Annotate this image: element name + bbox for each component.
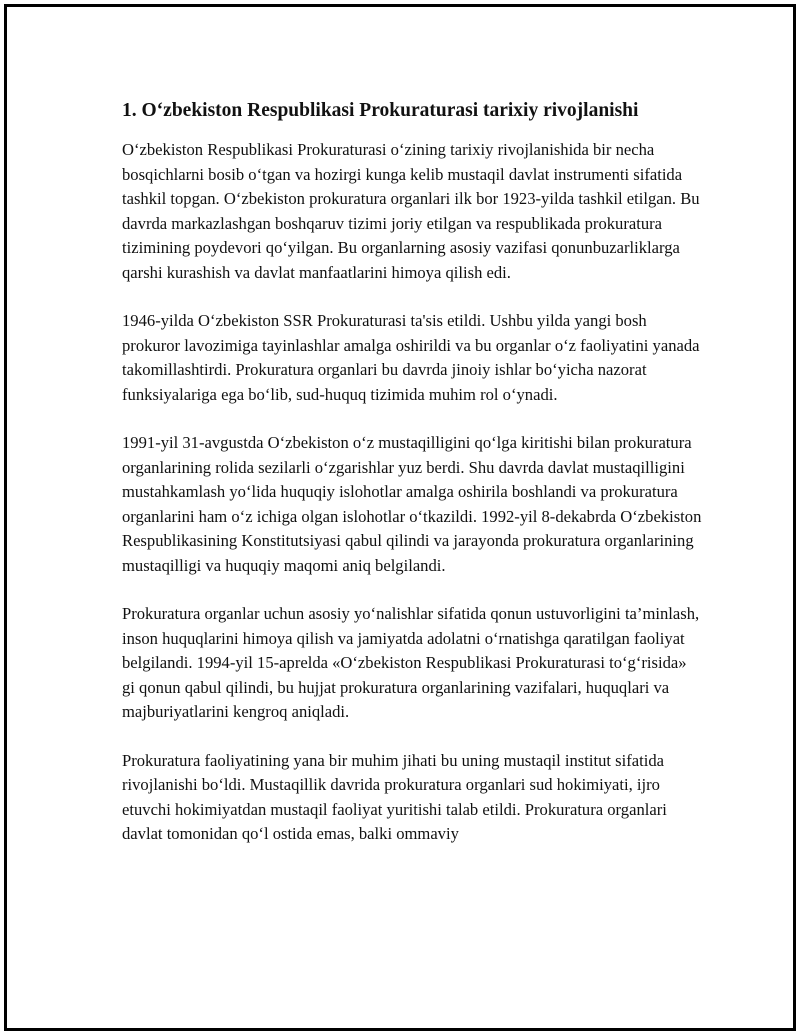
paragraph-1: O‘zbekiston Respublikasi Prokuraturasi o‘zining tarixiy rivojlanishida bir necha bosqichlarni bosib o‘tgan va hozirgi kunga kelib mustaqil davlat instrumenti sifatida tashkil topgan. O‘zbekiston prokuratura organlari ilk bor 1923-yilda tashkil etilgan. Bu davrda markazlashgan boshqaruv tizimi joriy etilgan va respublikada prokuratura tizimining poydevori qo‘yilgan. Bu organlarning asosiy vazifasi qonunbuzarliklarga qarshi kurashish va davlat manfaatlarini himoya qilish edi.: [122, 140, 700, 282]
section-title: 1. O‘zbekiston Respublikasi Prokuraturasi tarixiy rivojlanishi: [122, 100, 639, 121]
paragraph-5: Prokuratura faoliyatining yana bir muhim jihati bu uning mustaqil institut sifatida rivojlanishi bo‘ldi. Mustaqillik davrida prokuratura organlari sud hokimiyati, ijro etuvchi hokimiyatdan mustaqil faoliyat yuritishi talab etildi. Prokuratura organlari davlat tomonidan qo‘l ostida emas, balki ommaviy: [122, 750, 667, 844]
paragraph-2: 1946-yilda O‘zbekiston SSR Prokuraturasi ta'sis etildi. Ushbu yilda yangi bosh prokuror lavozimiga tayinlashlar amalga oshirildi va bu organlar o‘z faoliyatini yanada takomillashtirdi. Prokuratura organlari bu davrda jinoiy ishlar bo‘yicha nazorat funksiyalariga ega bo‘lib, sud-huquq tizimida muhim rol o‘ynadi.: [122, 311, 700, 404]
paragraph-4: Prokuratura organlar uchun asosiy yo‘nalishlar sifatida qonun ustuvorligini ta’minlash, inson huquqlarini himoya qilish va jamiyatda adolatni o‘rnatishga qaratilgan faoliyat belgilandi. 1994-yil 15-aprelda «O‘zbekiston Respublikasi Prokuraturasi to‘g‘risida» gi qonun qabul qilindi, bu hujjat prokuratura organlarining vazifalari, huquqlari va majburiyatlarini kengroq aniqladi.: [122, 604, 700, 722]
document-body: [122, 99, 702, 871]
document-page: [4, 4, 796, 1031]
paragraph-3: 1991-yil 31-avgustda O‘zbekiston o‘z mustaqilligini qo‘lga kiritishi bilan prokuratura organlarining rolida sezilarli o‘zgarishlar yuz berdi. Shu davrda davlat mustaqilligini mustahkamlash yo‘lida huquqiy islohotlar amalga oshirila boshlandi va prokuratura organlarini ham o‘z ichiga olgan islohotlar o‘tkazildi. 1992-yil 8-dekabrda O‘zbekiston Respublikasining Konstitutsiyasi qabul qilindi va jarayonda prokuratura organlarining mustaqilligi va huquqiy maqomi aniq belgilandi.: [122, 433, 702, 575]
